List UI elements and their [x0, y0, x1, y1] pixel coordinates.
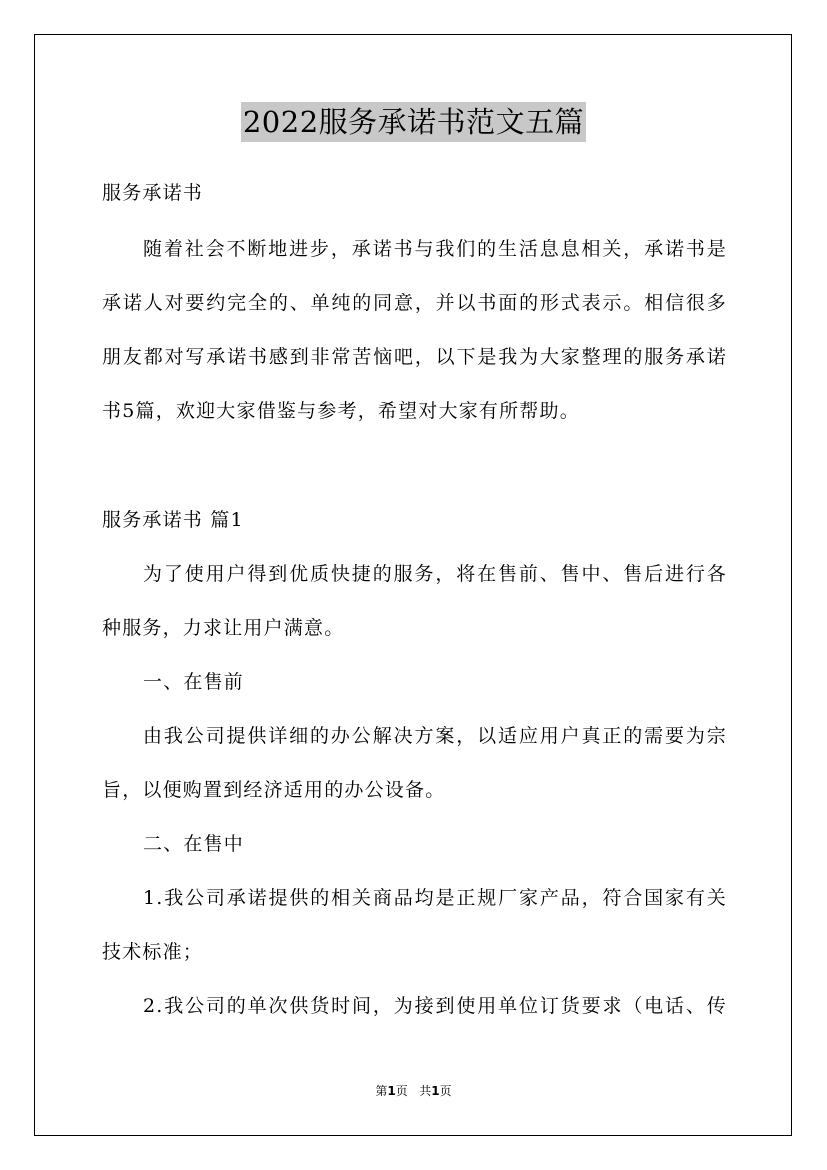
document-title: 2022服务承诺书范文五篇 — [241, 102, 586, 142]
intro-line-1: 随着社会不断地进步，承诺书与我们的生活息息相关，承诺书是 — [143, 238, 727, 260]
footer-page-number: 1 — [387, 1084, 396, 1098]
footer-page-prefix: 第 — [375, 1084, 388, 1098]
intro-line-2: 承诺人对要约完全的、单纯的同意，并以书面的形式表示。相信很多 — [102, 292, 727, 314]
presale-heading: 一、在售前 — [143, 671, 245, 693]
insale-heading: 二、在售中 — [143, 833, 245, 855]
presale-line-2: 旨，以便购置到经济适用的办公设备。 — [102, 779, 446, 801]
footer-page-suffix: 页 — [395, 1084, 408, 1098]
item1-line-2: 技术标准； — [102, 941, 204, 963]
intro-line-4: 书5篇，欢迎大家借鉴与参考，希望对大家有所帮助。 — [102, 400, 580, 422]
intro-heading: 服务承诺书 — [102, 182, 204, 204]
item2-line-1: 2.我公司的单次供货时间，为接到使用单位订货要求（电话、传 — [143, 995, 727, 1017]
footer-total-suffix: 页 — [439, 1084, 452, 1098]
footer-total-number: 1 — [431, 1084, 440, 1098]
section1-line-2: 种服务，力求让用户满意。 — [102, 617, 345, 639]
item1-line-1: 1.我公司承诺提供的相关商品均是正规厂家产品，符合国家有关 — [143, 887, 727, 909]
section1-line-1: 为了使用户得到优质快捷的服务，将在售前、售中、售后进行各 — [143, 563, 727, 585]
title-container — [0, 102, 827, 142]
page-footer — [0, 1083, 827, 1099]
intro-line-3: 朋友都对写承诺书感到非常苦恼吧，以下是我为大家整理的服务承诺 — [102, 346, 727, 368]
section1-heading: 服务承诺书 篇1 — [102, 509, 244, 531]
footer-total-prefix: 共 — [419, 1084, 432, 1098]
presale-line-1: 由我公司提供详细的办公解决方案，以适应用户真正的需要为宗 — [143, 725, 727, 747]
